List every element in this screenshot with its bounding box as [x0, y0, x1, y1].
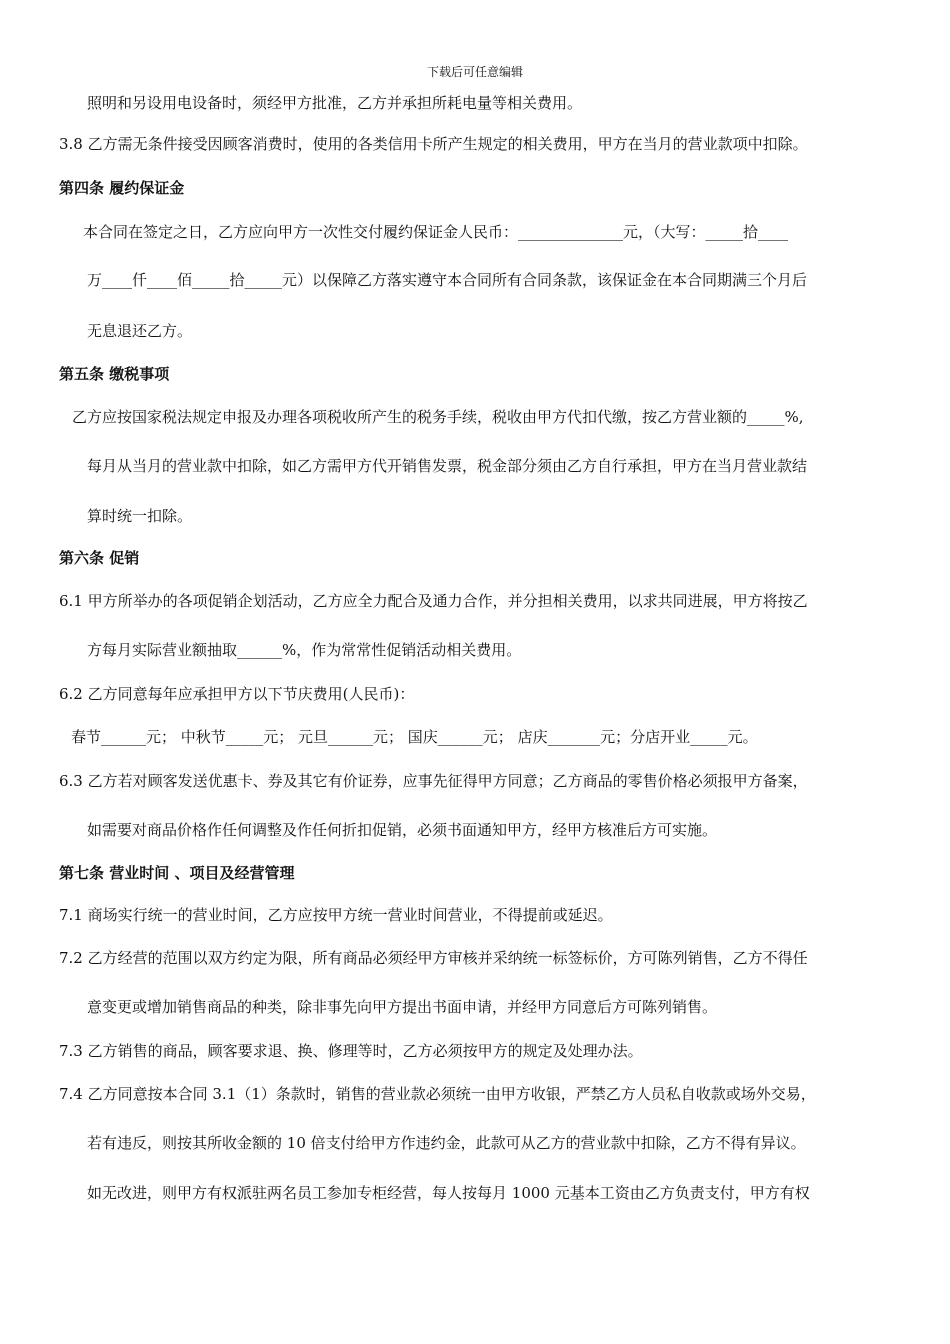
clause-7-4: 7.4 乙方同意按本合同 3.1（1）条款时，销售的营业款必须统一由甲方收银，严禁乙方人员私自收款或场外交易， — [59, 1085, 816, 1103]
festival-fees-line: 春节______元； 中秋节_____元； 元旦______元； 国庆______元； 店庆_______元；分店开业_____元。 — [71, 728, 758, 746]
paragraph-line: 意变更或增加销售商品的种类，除非事先向甲方提出书面申请，并经甲方同意后方可陈列销售。 — [87, 998, 718, 1016]
paragraph-line: 万____仟____佰_____拾_____元）以保障乙方落实遵守本合同所有合同条款，该保证金在本合同期满三个月后 — [87, 271, 808, 289]
paragraph-line: 无息退还乙方。 — [87, 322, 193, 340]
clause-6-3: 6.3 乙方若对顾客发送优惠卡、券及其它有价证券，应事先征得甲方同意；乙方商品的零售价格必须报甲方备案， — [59, 772, 808, 790]
clause-7-2: 7.2 乙方经营的范围以双方约定为限，所有商品必须经甲方审核并采纳统一标签标价，方可陈列销售，乙方不得任 — [59, 949, 808, 967]
section-heading-4: 第四条 履约保证金 — [59, 179, 185, 197]
clause-7-3: 7.3 乙方销售的商品，顾客要求退、换、修理等时，乙方必须按甲方的规定及处理办法。 — [59, 1042, 643, 1060]
paragraph-line: 算时统一扣除。 — [87, 507, 193, 525]
paragraph-line: 照明和另设用电设备时，须经甲方批准，乙方并承担所耗电量等相关费用。 — [87, 94, 583, 112]
paragraph-line: 本合同在签定之日，乙方应向甲方一次性交付履约保证金人民币：______________元，（大写：_____拾____ — [83, 223, 789, 241]
paragraph-line: 如需要对商品价格作任何调整及作任何折扣促销，必须书面通知甲方，经甲方核准后方可实施。 — [87, 821, 718, 839]
section-heading-6: 第六条 促销 — [59, 549, 140, 567]
clause-7-1: 7.1 商场实行统一的营业时间，乙方应按甲方统一营业时间营业，不得提前或延迟。 — [59, 906, 613, 924]
paragraph-line: 若有违反，则按其所收金额的 10 倍支付给甲方作违约金，此款可从乙方的营业款中扣除，乙方不得有异议。 — [87, 1134, 806, 1152]
clause-3-8: 3.8 乙方需无条件接受因顾客消费时，使用的各类信用卡所产生规定的相关费用，甲方在当月的营业款项中扣除。 — [59, 135, 808, 153]
header-note: 下载后可任意编辑 — [426, 65, 523, 79]
paragraph-line: 如无改进，则甲方有权派驻两名员工参加专柜经营，每人按每月 1000 元基本工资由乙方负责支付，甲方有权 — [87, 1184, 810, 1202]
paragraph-line: 乙方应按国家税法规定申报及办理各项税收所产生的税务手续，税收由甲方代扣代缴，按乙方营业额的_____%, — [72, 408, 804, 426]
paragraph-line: 每月从当月的营业款中扣除，如乙方需甲方代开销售发票，税金部分须由乙方自行承担，甲方在当月营业款结 — [87, 457, 808, 475]
section-heading-7: 第七条 营业时间 、项目及经营管理 — [59, 864, 295, 882]
clause-6-1: 6.1 甲方所举办的各项促销企划活动，乙方应全力配合及通力合作，并分担相关费用，以求共同进展，甲方将按乙 — [59, 592, 808, 610]
paragraph-line: 方每月实际营业额抽取______%，作为常常性促销活动相关费用。 — [87, 641, 522, 659]
clause-6-2: 6.2 乙方同意每年应承担甲方以下节庆费用(人民币)： — [59, 685, 415, 703]
section-heading-5: 第五条 缴税事项 — [59, 365, 170, 383]
